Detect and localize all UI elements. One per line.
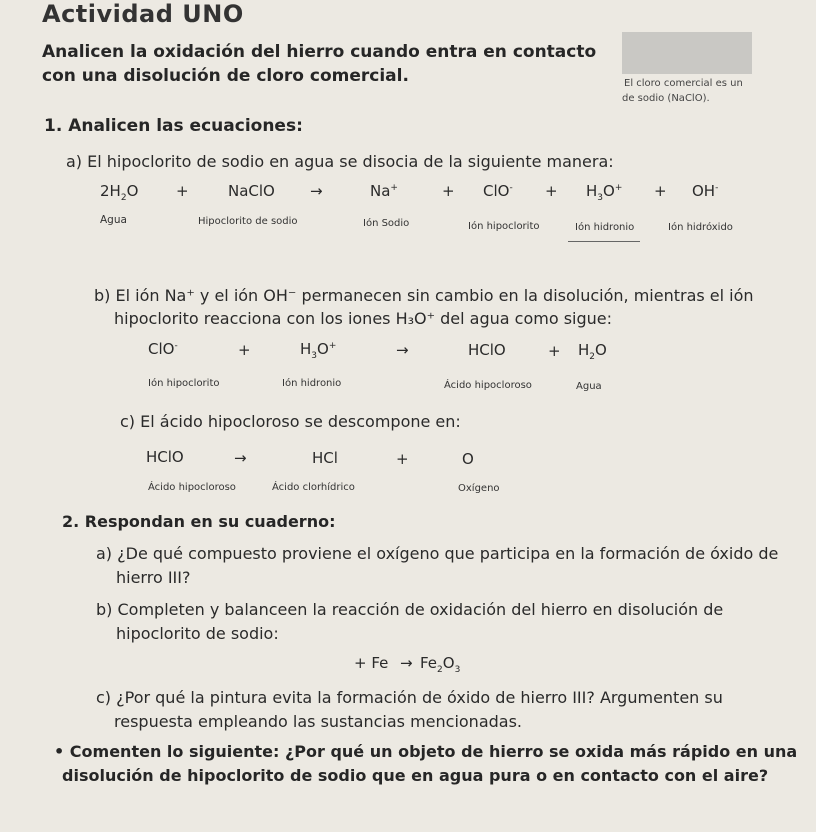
comment-line-2: disolución de hipoclorito de sodio que en agua pura o en contacto con el aire? — [62, 766, 769, 785]
eq-a-plus-4: + — [654, 182, 667, 200]
eq-c-term-o: O — [462, 450, 474, 468]
q2-c-line-2: respuesta empleando las sustancias mencionadas. — [114, 712, 522, 731]
eq-b-term-h3o: $H_3O^+$ — [300, 340, 337, 361]
q2-a-line-2: hierro III? — [116, 568, 191, 587]
eq-a-label-clo: Ión hipoclorito — [468, 221, 540, 232]
eq-a-term-clo: ClO- — [483, 182, 513, 200]
eq-b-term-h2o: $H_2O$ — [578, 341, 607, 362]
eq-a-label-na: Ión Sodio — [363, 218, 410, 229]
underline-mark — [568, 241, 640, 242]
eq-a-term-naclo: NaClO — [228, 182, 275, 200]
eq-b-term-clo: ClO- — [148, 340, 178, 358]
q2-b-line-2: hipoclorito de sodio: — [116, 624, 279, 643]
eq-c-label-hclo: Ácido hipocloroso — [148, 482, 236, 493]
eq-b-plus-1: + — [238, 341, 251, 359]
eq-c-label-hcl: Ácido clorhídrico — [272, 482, 355, 493]
eq-c-arrow: → — [234, 449, 247, 467]
intro-line-1: Analicen la oxidación del hierro cuando entra en contacto — [42, 42, 597, 62]
question-1-label: 1. Analicen las ecuaciones: — [44, 116, 303, 136]
intro-line-2: con una disolución de cloro comercial. — [42, 66, 409, 86]
eq-a-label-h3o: Ión hidronio — [575, 222, 635, 233]
eq-b-arrow: → — [396, 341, 409, 359]
eq-b-term-hclo: HClO — [468, 341, 506, 359]
part-a-text: a) El hipoclorito de sodio en agua se disocia de la siguiente manera: — [66, 152, 614, 171]
part-b-line-1: b) El ión Na⁺ y el ión OH⁻ permanecen sin cambio en la disolución, mientras el ión — [94, 286, 754, 305]
eq-a-arrow: → — [310, 182, 323, 200]
side-caption-line-1: El cloro comercial es un — [624, 78, 743, 89]
eq-c-term-hclo: HClO — [146, 448, 184, 466]
eq-a-label-naclo: Hipoclorito de sodio — [198, 216, 298, 227]
eq-b-label-h2o: Agua — [576, 381, 602, 392]
page-title: Actividad UNO — [42, 0, 244, 28]
part-c-text: c) El ácido hipocloroso se descompone en: — [120, 412, 461, 431]
eq-b-label-hclo: Ácido hipocloroso — [444, 380, 532, 391]
eq-b-label-h3o: Ión hidronio — [282, 378, 342, 389]
comment-line-1: • Comenten lo siguiente: ¿Por qué un objeto de hierro se oxida más rápido en una — [54, 742, 798, 761]
eq-a-term-water: $2H_2O$ — [100, 182, 139, 203]
q2b-eq-arrow: → — [400, 654, 413, 672]
side-caption-line-2: de sodio (NaClO). — [622, 93, 710, 104]
eq-a-term-h3o: $H_3O^+$ — [586, 182, 623, 203]
eq-b-plus-2: + — [548, 342, 561, 360]
q2-a-line-1: a) ¿De qué compuesto proviene el oxígeno que participa en la formación de óxido de — [96, 544, 779, 563]
eq-a-plus-1: + — [176, 182, 189, 200]
bleach-image — [622, 32, 752, 74]
eq-a-label-oh: Ión hidróxido — [668, 222, 733, 233]
eq-a-plus-3: + — [545, 182, 558, 200]
q2b-eq-product: $Fe_2O_3$ — [420, 654, 461, 675]
q2-c-line-1: c) ¿Por qué la pintura evita la formación de óxido de hierro III? Argumenten su — [96, 688, 723, 707]
eq-a-term-na: Na+ — [370, 182, 398, 200]
eq-a-term-oh: OH- — [692, 182, 719, 200]
eq-c-term-hcl: HCl — [312, 449, 338, 467]
eq-a-label-water: Agua — [100, 214, 127, 226]
q2-b-line-1: b) Completen y balanceen la reacción de oxidación del hierro en disolución de — [96, 600, 724, 619]
q2b-eq-plus-fe: + Fe — [354, 654, 389, 672]
eq-b-label-clo: Ión hipoclorito — [148, 378, 220, 389]
eq-c-plus: + — [396, 450, 409, 468]
part-b-line-2: hipoclorito reacciona con los iones H₃O⁺ del agua como sigue: — [114, 309, 613, 328]
eq-a-plus-2: + — [442, 182, 455, 200]
question-2-label: 2. Respondan en su cuaderno: — [62, 512, 336, 531]
eq-c-label-o: Oxígeno — [458, 483, 500, 494]
